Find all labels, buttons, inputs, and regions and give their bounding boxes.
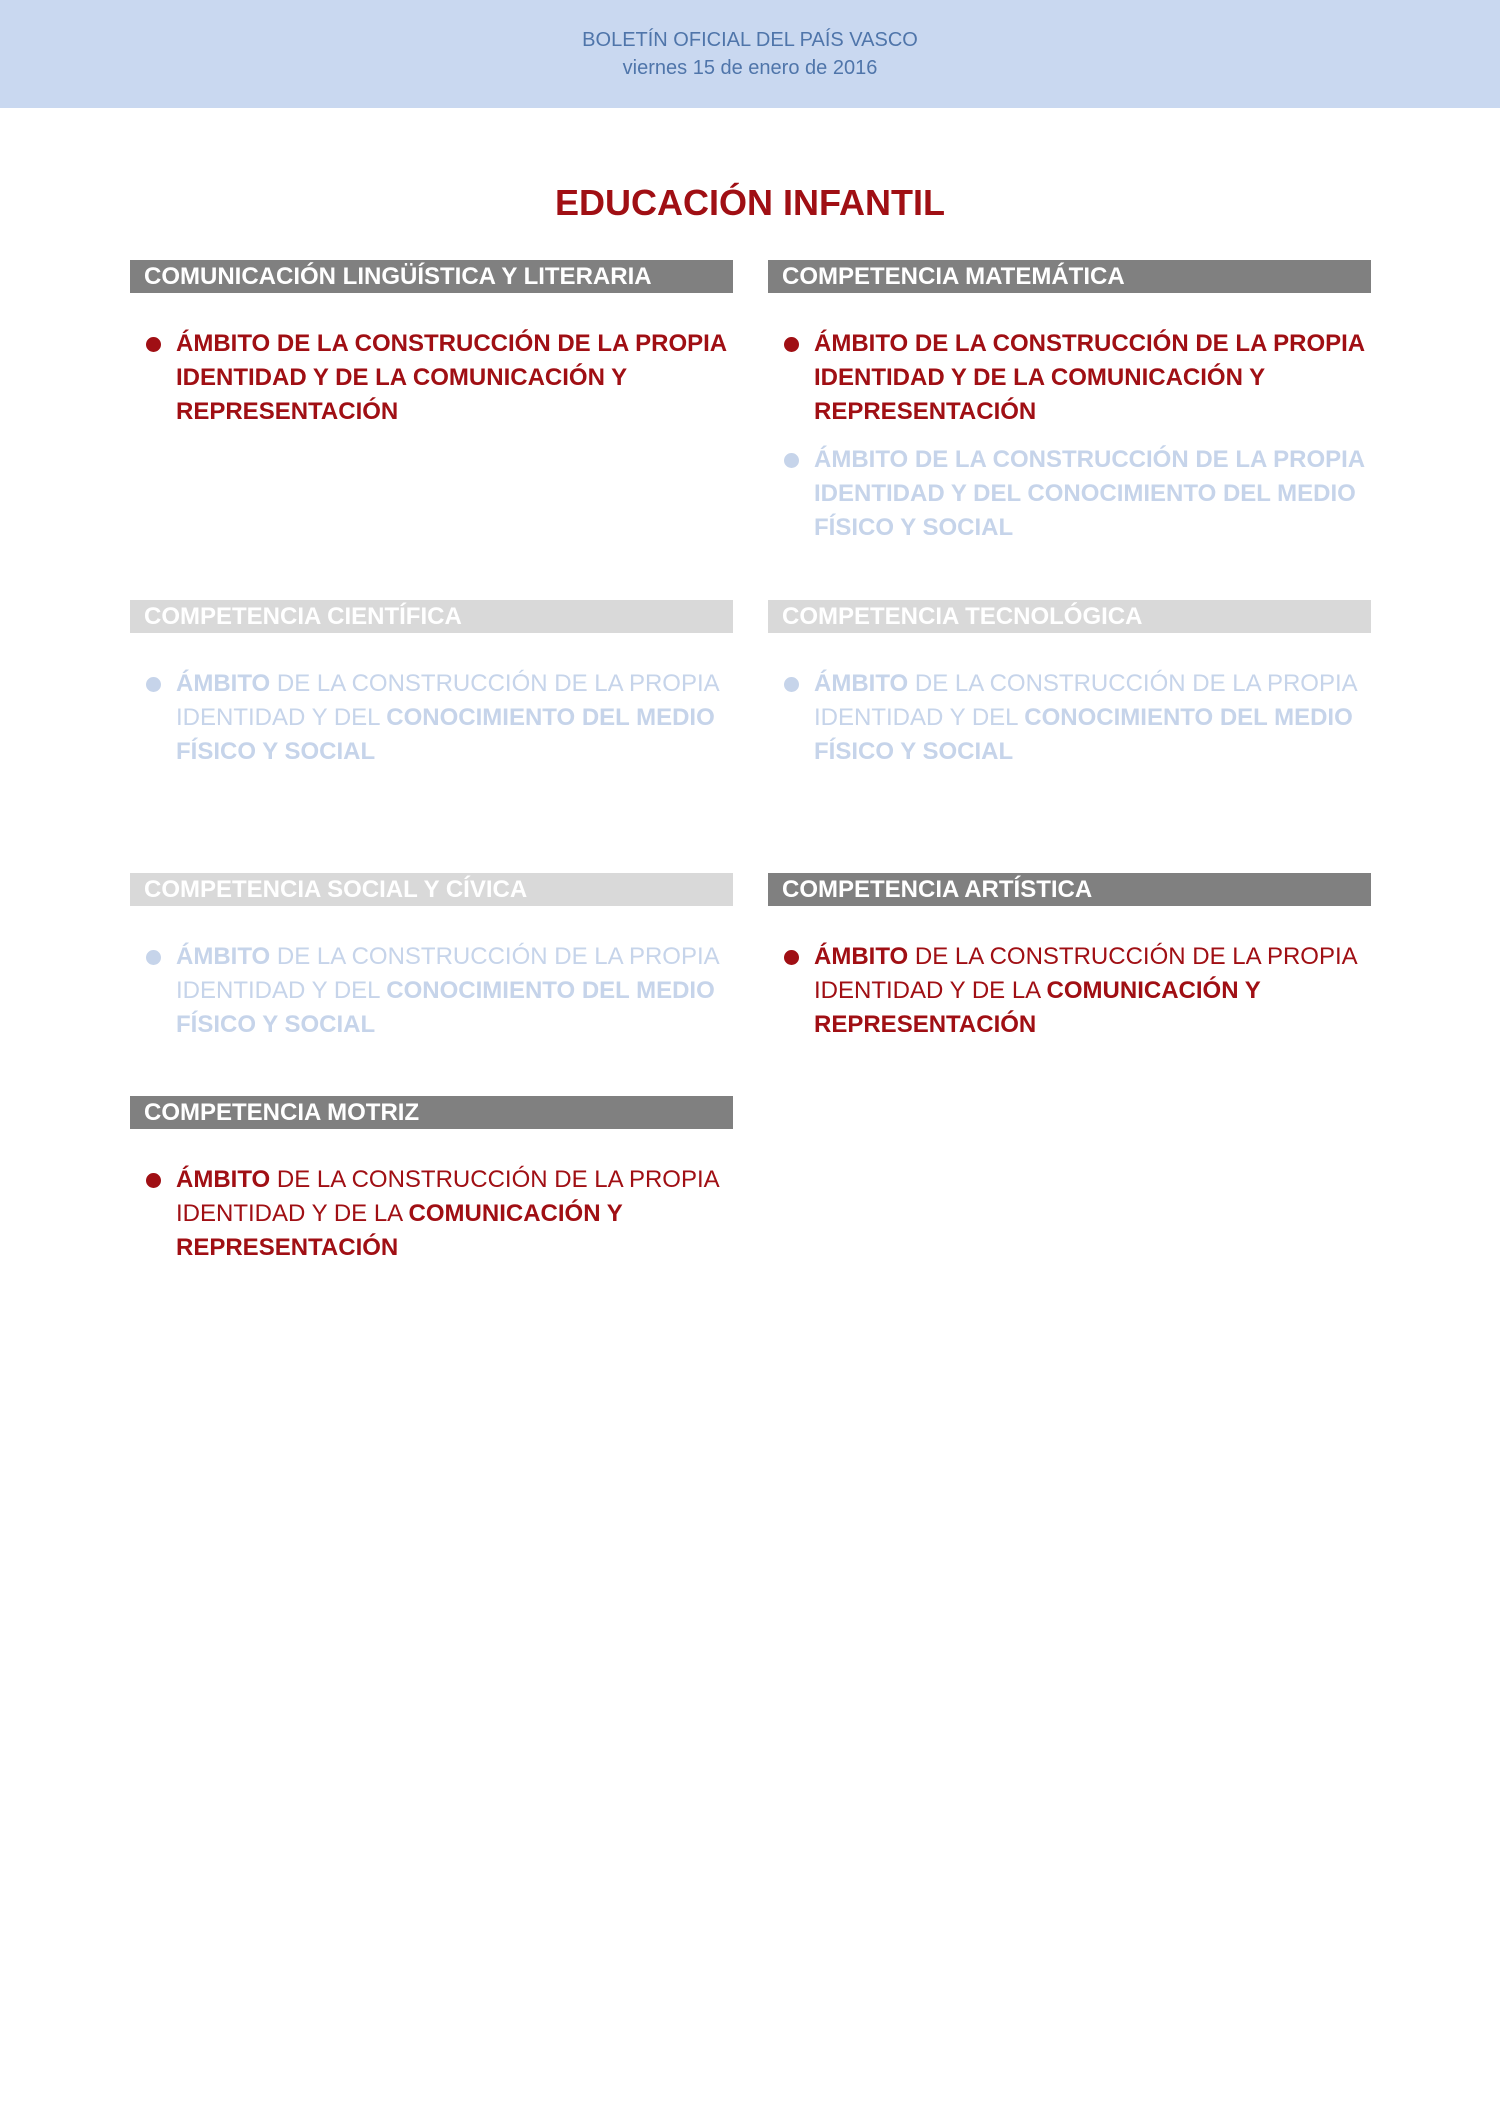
- item-text-body: DE LA CONSTRUCCIÓN DE LA PROPIA IDENTIDAD Y DEL: [176, 670, 719, 731]
- section-competencia-social-civica: [130, 873, 733, 1056]
- section-competencia-matematica: [768, 260, 1371, 559]
- list-item: [768, 443, 1371, 545]
- list-item: [768, 327, 1371, 429]
- item-text: ÁMBITO DE LA CONSTRUCCIÓN DE LA PROPIA IDENTIDAD Y DE LA COMUNICACIÓN Y REPRESENTACIÓN: [814, 330, 1365, 425]
- item-text-tail: CONOCIMIENTO DEL MEDIO FÍSICO Y SOCIAL: [176, 977, 715, 1038]
- item-text-lead: ÁMBITO: [176, 670, 271, 697]
- item-text-tail: COMUNICACIÓN Y REPRESENTACIÓN: [176, 1200, 623, 1261]
- bullet-icon: [784, 337, 799, 352]
- list-item: [768, 940, 1371, 1042]
- item-text-body: DE LA CONSTRUCCIÓN DE LA PROPIA IDENTIDAD Y DEL: [176, 943, 719, 1004]
- bullet-icon: [784, 453, 799, 468]
- item-text-body: DE LA CONSTRUCCIÓN DE LA PROPIA IDENTIDAD Y DEL: [814, 670, 1357, 731]
- item-list: [768, 940, 1371, 1042]
- item-text-tail: CONOCIMIENTO DEL MEDIO FÍSICO Y SOCIAL: [176, 704, 715, 765]
- list-item: [130, 1163, 733, 1265]
- item-text-tail: COMUNICACIÓN Y REPRESENTACIÓN: [814, 977, 1261, 1038]
- section-heading: COMPETENCIA MOTRIZ: [130, 1096, 733, 1129]
- bullet-icon: [784, 677, 799, 692]
- bullet-icon: [146, 950, 161, 965]
- section-competencia-motriz: [130, 1096, 733, 1279]
- item-text-body: DE LA CONSTRUCCIÓN DE LA PROPIA IDENTIDAD Y DE LA: [814, 943, 1357, 1004]
- item-text: ÁMBITO DE LA CONSTRUCCIÓN DE LA PROPIA IDENTIDAD Y DEL CONOCIMIENTO DEL MEDIO FÍSICO Y SOCIAL: [814, 446, 1365, 541]
- item-list: [130, 940, 733, 1042]
- bullet-icon: [146, 1173, 161, 1188]
- item-list: [768, 327, 1371, 545]
- section-heading: COMPETENCIA ARTÍSTICA: [768, 873, 1371, 906]
- item-text-tail: CONOCIMIENTO DEL MEDIO FÍSICO Y SOCIAL: [814, 704, 1353, 765]
- section-comunicacion-linguistica: [130, 260, 733, 443]
- section-heading: COMPETENCIA CIENTÍFICA: [130, 600, 733, 633]
- list-item: [768, 667, 1371, 769]
- section-heading: COMPETENCIA TECNOLÓGICA: [768, 600, 1371, 633]
- item-text-lead: ÁMBITO: [176, 943, 271, 970]
- section-heading: COMPETENCIA SOCIAL Y CÍVICA: [130, 873, 733, 906]
- bullet-icon: [146, 677, 161, 692]
- bullet-icon: [146, 337, 161, 352]
- bullet-icon: [784, 950, 799, 965]
- list-item: [130, 327, 733, 429]
- section-heading: COMPETENCIA MATEMÁTICA: [768, 260, 1371, 293]
- item-list: [130, 667, 733, 769]
- item-list: [768, 667, 1371, 769]
- publication-name: BOLETÍN OFICIAL DEL PAÍS VASCO: [582, 29, 918, 51]
- item-text-lead: ÁMBITO: [814, 943, 909, 970]
- section-competencia-cientifica: [130, 600, 733, 783]
- publication-date: viernes 15 de enero de 2016: [622, 57, 878, 79]
- item-text-lead: ÁMBITO: [176, 1166, 271, 1193]
- section-heading: COMUNICACIÓN LINGÜÍSTICA Y LITERARIA: [130, 260, 733, 293]
- section-competencia-artistica: [768, 873, 1371, 1056]
- item-text-lead: ÁMBITO: [814, 670, 909, 697]
- item-list: [130, 1163, 733, 1265]
- item-text-body: DE LA CONSTRUCCIÓN DE LA PROPIA IDENTIDAD Y DE LA: [176, 1166, 719, 1227]
- item-text: ÁMBITO DE LA CONSTRUCCIÓN DE LA PROPIA IDENTIDAD Y DE LA COMUNICACIÓN Y REPRESENTACIÓN: [176, 330, 727, 425]
- page-header: [0, 0, 1500, 108]
- list-item: [130, 667, 733, 769]
- item-list: [130, 327, 733, 429]
- section-competencia-tecnologica: [768, 600, 1371, 783]
- list-item: [130, 940, 733, 1042]
- page-title: EDUCACIÓN INFANTIL: [555, 182, 945, 223]
